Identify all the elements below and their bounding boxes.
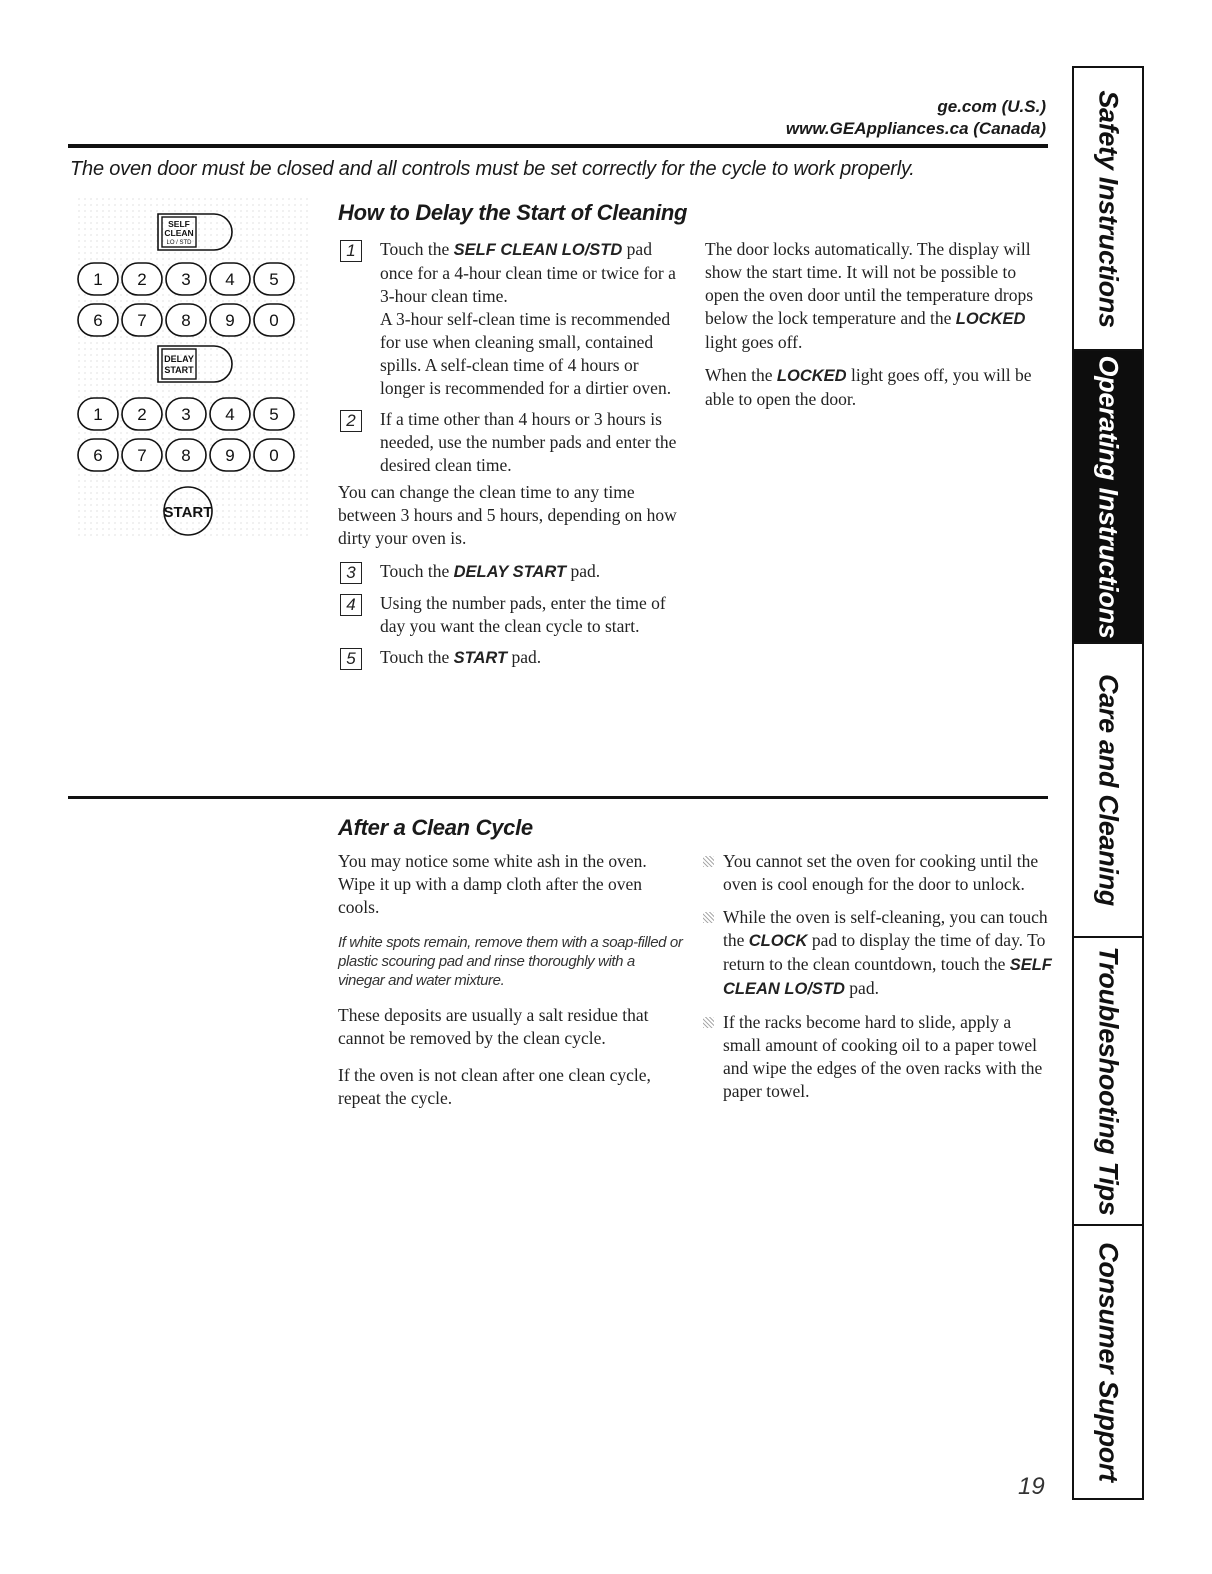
digit-label-9: 9	[225, 311, 235, 330]
digit-label-8: 8	[181, 446, 191, 465]
locked-light-text: When the LOCKED light goes off, you will be able to open the door.	[705, 365, 1032, 409]
delay-line1: DELAY	[164, 354, 194, 364]
tab-safety-instructions[interactable]: Safety Instructions	[1074, 68, 1142, 351]
digit-row-2b	[78, 439, 294, 471]
start-keyword: START	[453, 649, 508, 667]
bullet-icon	[703, 912, 714, 923]
digit-label-1: 1	[93, 405, 103, 424]
delay-section-title: How to Delay the Start of Cleaning	[338, 200, 688, 225]
step-5: 5 Touch the START pad.	[338, 646, 683, 670]
top-rule	[68, 144, 1048, 148]
clock-keyword: CLOCK	[748, 932, 808, 950]
step-3-number: 3	[340, 562, 362, 584]
delay-steps-column	[338, 238, 683, 678]
tab-operating-instructions[interactable]: Operating Instructions	[1074, 351, 1142, 644]
self-clean-line3: LO / STD	[166, 240, 192, 246]
digit-label-4: 4	[225, 270, 235, 289]
section-divider	[68, 796, 1048, 799]
delay-start-keyword: DELAY START	[453, 563, 567, 581]
salt-residue-text: These deposits are usually a salt residue that cannot be removed by the clean cycle.	[338, 1005, 649, 1048]
bullet-racks: If the racks become hard to slide, apply a small amount of cooking oil to a paper towel and wipe the edges of the oven racks with the paper towel.	[703, 1011, 1053, 1103]
start-label: START	[163, 504, 213, 521]
locked-keyword-2: LOCKED	[776, 367, 847, 385]
link-canada[interactable]: www.GEAppliances.ca (Canada)	[785, 119, 1046, 138]
digit-row-1a	[78, 263, 294, 295]
door-locks-text: The door locks automatically. The display will show the start time. It will not be possible to open the oven door until the temperature drops below the lock temperature and the LOCKED light goes off.	[705, 239, 1034, 352]
delay-start-pad	[158, 346, 232, 382]
digit-label-6: 6	[93, 446, 103, 465]
repeat-cycle-text: If the oven is not clean after one clean cycle, repeat the cycle.	[338, 1065, 651, 1108]
tab-troubleshooting-tips[interactable]: Troubleshooting Tips	[1074, 938, 1142, 1226]
step-2: 2 If a time other than 4 hours or 3 hours is needed, use the number pads and enter the desired clean time.	[338, 408, 683, 477]
locked-keyword: LOCKED	[955, 310, 1026, 328]
self-clean-keyword: SELF CLEAN LO/STD	[453, 241, 623, 259]
after-right-column	[703, 850, 1053, 1113]
after-section-title: After a Clean Cycle	[338, 815, 533, 840]
step-5-number: 5	[340, 648, 362, 670]
digit-label-7: 7	[137, 311, 147, 330]
digit-label-4: 4	[225, 405, 235, 424]
delay-right-column	[705, 238, 1050, 421]
step-1-note: A 3-hour self-clean time is recommended for use when cleaning small, contained spills. A self-clean time of 4 hours or longer is recommended for a dirtier oven.	[380, 309, 672, 398]
tab-care-and-cleaning[interactable]: Care and Cleaning	[1074, 644, 1142, 938]
change-clean-time-text: You can change the clean time to any time between 3 hours and 5 hours, depending on how dirty your oven is.	[338, 482, 677, 548]
bullet-icon	[703, 856, 714, 867]
white-spots-note: If white spots remain, remove them with a soap-filled or plastic scouring pad and rinse thoroughly with a vinegar and water mixture.	[338, 934, 683, 989]
digit-label-1: 1	[93, 270, 103, 289]
digit-label-8: 8	[181, 311, 191, 330]
digit-row-2a	[78, 398, 294, 430]
step-4: 4 Using the number pads, enter the time of day you want the clean cycle to start.	[338, 592, 683, 638]
bullet-icon	[703, 1017, 714, 1028]
digit-label-2: 2	[137, 405, 147, 424]
link-us[interactable]: ge.com (U.S.)	[937, 97, 1046, 116]
oven-door-note: The oven door must be closed and all controls must be set correctly for the cycle to work properly.	[70, 158, 915, 180]
digit-label-5: 5	[269, 270, 279, 289]
delay-line2: START	[164, 365, 194, 375]
digit-label-2: 2	[137, 270, 147, 289]
header-links	[786, 96, 1046, 140]
self-clean-pad	[158, 214, 232, 250]
start-pad	[164, 487, 213, 535]
step-1: 1 Touch the SELF CLEAN LO/STD pad once for a 4-hour clean time or twice for a 3-hour clean time. A 3-hour self-clean time is recommended for use when cleaning small, contained spills. A self-clean time of 4 hours or longer is recommended for a dirtier oven.	[338, 238, 683, 400]
bullet-cannot-cook: You cannot set the oven for cooking until the oven is cool enough for the door to unlock.	[703, 850, 1053, 896]
digit-label-3: 3	[181, 270, 191, 289]
tab-consumer-support[interactable]: Consumer Support	[1093, 1242, 1124, 1482]
step-1-number: 1	[340, 240, 362, 262]
bullet-clock: While the oven is self-cleaning, you can touch the CLOCK pad to display the time of day. To return to the clean countdown, touch the SELF CLEAN LO/STD pad.	[703, 906, 1053, 1001]
digit-label-9: 9	[225, 446, 235, 465]
keypad-graphic	[76, 196, 312, 538]
page-number: 19	[1018, 1473, 1045, 1500]
step-3: 3 Touch the DELAY START pad.	[338, 560, 683, 584]
digit-label-3: 3	[181, 405, 191, 424]
step-4-number: 4	[340, 594, 362, 616]
step-2-number: 2	[340, 410, 362, 432]
self-clean-line1: SELF	[168, 219, 190, 229]
digit-label-6: 6	[93, 311, 103, 330]
self-clean-line2: CLEAN	[164, 228, 194, 238]
digit-label-5: 5	[269, 405, 279, 424]
white-ash-text: You may notice some white ash in the oven. Wipe it up with a damp cloth after the oven cools.	[338, 851, 647, 917]
after-left-column	[338, 850, 683, 1120]
digit-label-7: 7	[137, 446, 147, 465]
section-tabs	[1072, 66, 1144, 1500]
digit-row-1b	[78, 304, 294, 336]
keypad-illustration	[76, 196, 312, 538]
self-clean-keyword-2: SELF CLEAN LO/STD	[723, 956, 1052, 998]
digit-label-0: 0	[269, 311, 279, 330]
digit-label-0: 0	[269, 446, 279, 465]
